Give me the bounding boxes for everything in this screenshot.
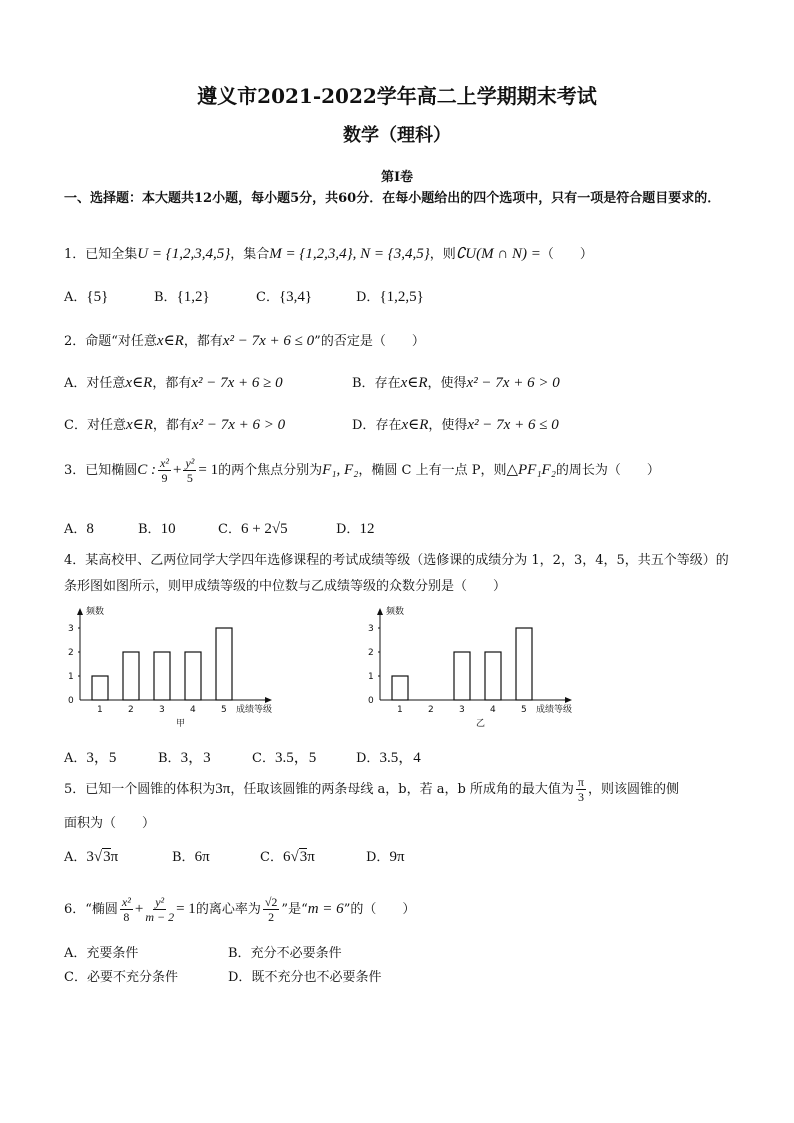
volume-label: 第Ⅰ卷 bbox=[380, 170, 414, 185]
y-tick-label: 0 bbox=[368, 696, 374, 706]
chart-title: 甲 bbox=[176, 719, 186, 729]
bar bbox=[516, 628, 532, 700]
question-5-stem: 5．已知一个圆锥的体积为3π，任取该圆锥的两条母线 a，b，若 a，b 所成角的最大值为 $\frac{\pi}{3}$ ，则该圆锥的侧 bbox=[64, 775, 679, 804]
x-tick-label: 1 bbox=[397, 705, 403, 715]
bar bbox=[154, 652, 170, 700]
fraction-eccentricity: $\frac{√2}{2}$ bbox=[264, 895, 278, 924]
x-axis-arrow bbox=[565, 697, 572, 703]
y-tick-label: 1 bbox=[68, 672, 74, 682]
question-3-stem: 3．已知椭圆C : $\frac{\text{x²}}{9}$ + $\frac{\text{y²}}{5}$ = 1的两个焦点分别为F₁, F₂，椭圆 C 上有一点 P，则△PF₁F₂的周长为（ ） bbox=[64, 456, 660, 485]
y-tick-label: 1 bbox=[368, 672, 374, 682]
section-heading: 一、选择题：本大题共12小题，每小题5分，共60分．在每小题给出的四个选项中，只有一项是符合题目要求的． bbox=[64, 191, 721, 206]
q5-option-a[interactable]: A．3√3π bbox=[64, 849, 119, 865]
bar bbox=[216, 628, 232, 700]
q4-option-b[interactable]: B．3，3 bbox=[158, 750, 211, 766]
q4-option-a[interactable]: A．3，5 bbox=[64, 750, 117, 766]
q5-option-c[interactable]: C．6√3π bbox=[260, 849, 315, 865]
x-tick-label: 3 bbox=[159, 705, 165, 715]
bar bbox=[392, 676, 408, 700]
bar bbox=[485, 652, 501, 700]
fraction-angle: $\frac{\pi}{3}$ bbox=[577, 775, 584, 804]
q6-option-c[interactable]: C．必要不充分条件 bbox=[64, 970, 178, 985]
y-tick-label: 2 bbox=[368, 648, 374, 658]
x-tick-label: 5 bbox=[221, 705, 227, 715]
y-axis-label: 频数 bbox=[386, 607, 405, 617]
x-tick-label: 3 bbox=[459, 705, 465, 715]
exam-title: 遵义市2021-2022学年高二上学期期末考试 bbox=[197, 84, 597, 108]
q3-option-b[interactable]: B．10 bbox=[138, 521, 176, 537]
fraction-x: $\frac{\text{x²}}{8}$ bbox=[121, 895, 131, 924]
y-tick-label: 3 bbox=[68, 624, 74, 634]
q5-option-b[interactable]: B．6π bbox=[172, 849, 210, 865]
x-tick-label: 5 bbox=[521, 705, 527, 715]
bar bbox=[123, 652, 139, 700]
q1-option-d[interactable]: D．{1,2,5} bbox=[356, 289, 424, 305]
x-tick-label: 4 bbox=[190, 705, 196, 715]
y-axis-arrow bbox=[77, 608, 83, 615]
q2-option-d[interactable]: D．存在x∈R，使得x² − 7x + 6 ≤ 0 bbox=[352, 417, 559, 433]
bar bbox=[454, 652, 470, 700]
fraction-y: $\frac{\text{y²}}{m - 2}$ bbox=[145, 895, 175, 924]
q6-option-b[interactable]: B．充分不必要条件 bbox=[228, 946, 342, 961]
y-tick-label: 3 bbox=[368, 624, 374, 634]
y-tick-label: 0 bbox=[68, 696, 74, 706]
q5-option-d[interactable]: D．9π bbox=[366, 849, 405, 865]
q1-option-a[interactable]: A．{5} bbox=[64, 289, 109, 305]
x-tick-label: 2 bbox=[128, 705, 134, 715]
q4-option-c[interactable]: C．3.5，5 bbox=[252, 750, 317, 766]
question-5-stem-cont: 面积为（ ） bbox=[64, 816, 156, 831]
y-tick-label: 2 bbox=[68, 648, 74, 658]
bar-chart-yi bbox=[360, 602, 600, 732]
question-6-stem: 6．“椭圆 $\frac{\text{x²}}{8}$ + $\frac{\text{y²}}{m - 2}$ = 1的离心率为 $\frac{√2}{2}$ ”是“m = 6”的（ ） bbox=[64, 895, 416, 924]
question-1-stem: 1．已知全集U = {1,2,3,4,5}，集合M = {1,2,3,4}, N = {3,4,5}，则∁U(M ∩ N) =（ ） bbox=[64, 246, 593, 262]
q2-option-b[interactable]: B．存在x∈R，使得x² − 7x + 6 > 0 bbox=[352, 375, 560, 391]
question-4-stem: 4．某高校甲、乙两位同学大学四年选修课程的考试成绩等级（选修课的成绩分为 1，2，3，4，5，共五个等级）的条形图如图所示，则甲成绩等级的中位数与乙成绩等级的众数分别是（ ） bbox=[64, 553, 729, 594]
x-tick-label: 4 bbox=[490, 705, 496, 715]
x-tick-label: 1 bbox=[97, 705, 103, 715]
q1-option-c[interactable]: C．{3,4} bbox=[256, 289, 313, 305]
fraction-y: $\frac{\text{y²}}{5}$ bbox=[185, 456, 195, 485]
question-2-stem: 2．命题“对任意x∈R，都有x² − 7x + 6 ≤ 0”的否定是（ ） bbox=[64, 333, 425, 349]
exam-subtitle: 数学（理科） bbox=[343, 125, 451, 146]
bar-chart-jia bbox=[60, 602, 300, 732]
q3-option-a[interactable]: A．8 bbox=[64, 521, 94, 537]
q6-option-a[interactable]: A．充要条件 bbox=[64, 946, 139, 961]
q3-option-c[interactable]: C．6 + 2√5 bbox=[218, 521, 288, 537]
q3-option-d[interactable]: D．12 bbox=[336, 521, 375, 537]
q4-option-d[interactable]: D．3.5，4 bbox=[356, 750, 421, 766]
bar bbox=[92, 676, 108, 700]
fraction-x: $\frac{\text{x²}}{9}$ bbox=[160, 456, 169, 485]
bar bbox=[185, 652, 201, 700]
q2-option-a[interactable]: A．对任意x∈R，都有x² − 7x + 6 ≥ 0 bbox=[64, 375, 283, 391]
q1-option-b[interactable]: B．{1,2} bbox=[154, 289, 210, 305]
chart-title: 乙 bbox=[476, 719, 486, 729]
x-axis-arrow bbox=[265, 697, 272, 703]
q6-option-d[interactable]: D．既不充分也不必要条件 bbox=[228, 970, 382, 985]
x-tick-label: 2 bbox=[428, 705, 434, 715]
x-axis-label: 成绩等级 bbox=[236, 705, 273, 715]
x-axis-label: 成绩等级 bbox=[536, 705, 573, 715]
q2-option-c[interactable]: C．对任意x∈R，都有x² − 7x + 6 > 0 bbox=[64, 417, 286, 433]
y-axis-arrow bbox=[377, 608, 383, 615]
y-axis-label: 频数 bbox=[86, 607, 105, 617]
